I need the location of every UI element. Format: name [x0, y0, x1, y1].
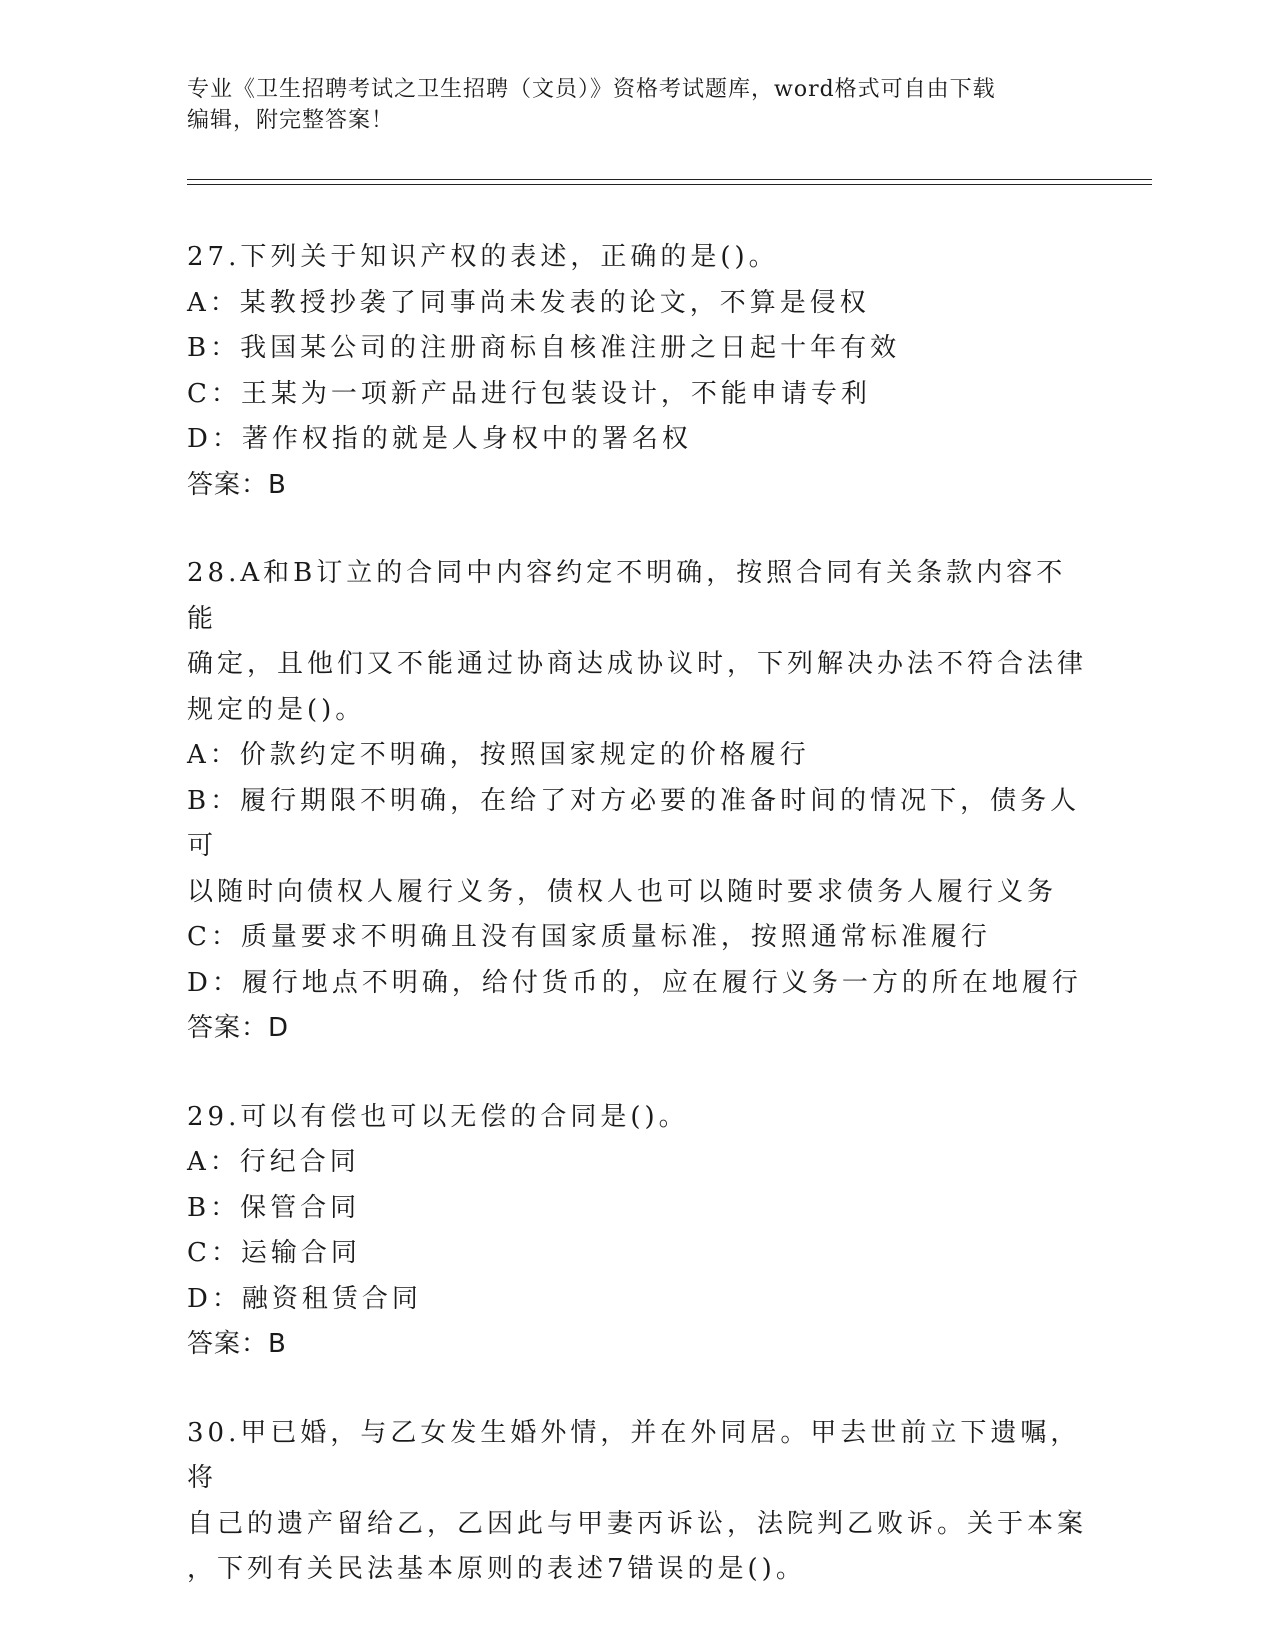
- question-stem: 30.甲已婚，与乙女发生婚外情，并在外同居。甲去世前立下遗嘱，将: [187, 1417, 1081, 1493]
- question-stem: ，下列有关民法基本原则的表述7错误的是()。: [187, 1554, 806, 1584]
- option-c: C：质量要求不明确且没有国家质量标准，按照通常标准履行: [187, 922, 991, 952]
- question-27: [187, 235, 1087, 508]
- question-stem: 自己的遗产留给乙，乙因此与甲妻丙诉讼，法院判乙败诉。关于本案: [187, 1508, 1088, 1539]
- option-b-continued: 以随时向债权人履行义务，债权人也可以随时要求债务人履行义务: [187, 876, 1058, 907]
- option-d: D：履行地点不明确，给付货币的，应在履行义务一方的所在地履行: [187, 967, 1082, 998]
- question-stem: 29.可以有偿也可以无偿的合同是()。: [187, 1101, 689, 1132]
- question-29: [187, 1095, 1087, 1368]
- question-list: [187, 235, 1087, 1636]
- option-a: A：价款约定不明确，按照国家规定的价格履行: [187, 740, 810, 770]
- question-28: [187, 551, 1087, 1052]
- question-stem: 27.下列关于知识产权的表述，正确的是()。: [187, 242, 779, 272]
- header-divider-bottom: [187, 184, 1152, 185]
- header-line-2: 编辑，附完整答案！: [187, 108, 395, 133]
- answer: 答案：B: [187, 1329, 287, 1359]
- answer: 答案：B: [187, 469, 287, 500]
- question-stem: 28.A和B订立的合同中内容约定不明确，按照合同有关条款内容不能: [187, 558, 1067, 634]
- option-c: C：运输合同: [187, 1238, 361, 1268]
- option-d: D：著作权指的就是人身权中的署名权: [187, 424, 692, 454]
- option-b: B：我国某公司的注册商标自核准注册之日起十年有效: [187, 333, 901, 363]
- document-header: [187, 74, 1067, 136]
- question-stem: 确定，且他们又不能通过协商达成协议时，下列解决办法不符合法律: [187, 649, 1088, 679]
- question-stem: 规定的是()。: [187, 694, 366, 725]
- option-a: A：行纪合同: [187, 1147, 360, 1177]
- header-divider-top: [187, 179, 1152, 180]
- option-b: B：保管合同: [187, 1192, 361, 1223]
- header-line-1: 专业《卫生招聘考试之卫生招聘（文员）》资格考试题库，word格式可自由下载: [187, 77, 996, 102]
- option-b: B：履行期限不明确，在给了对方必要的准备时间的情况下，债务人可: [187, 785, 1081, 861]
- option-c: C：王某为一项新产品进行包装设计，不能申请专利: [187, 378, 871, 409]
- option-d: D：融资租赁合同: [187, 1283, 422, 1314]
- answer: 答案：D: [187, 1013, 290, 1043]
- option-a: A：某教授抄袭了同事尚未发表的论文，不算是侵权: [187, 287, 870, 318]
- question-30: [187, 1411, 1087, 1593]
